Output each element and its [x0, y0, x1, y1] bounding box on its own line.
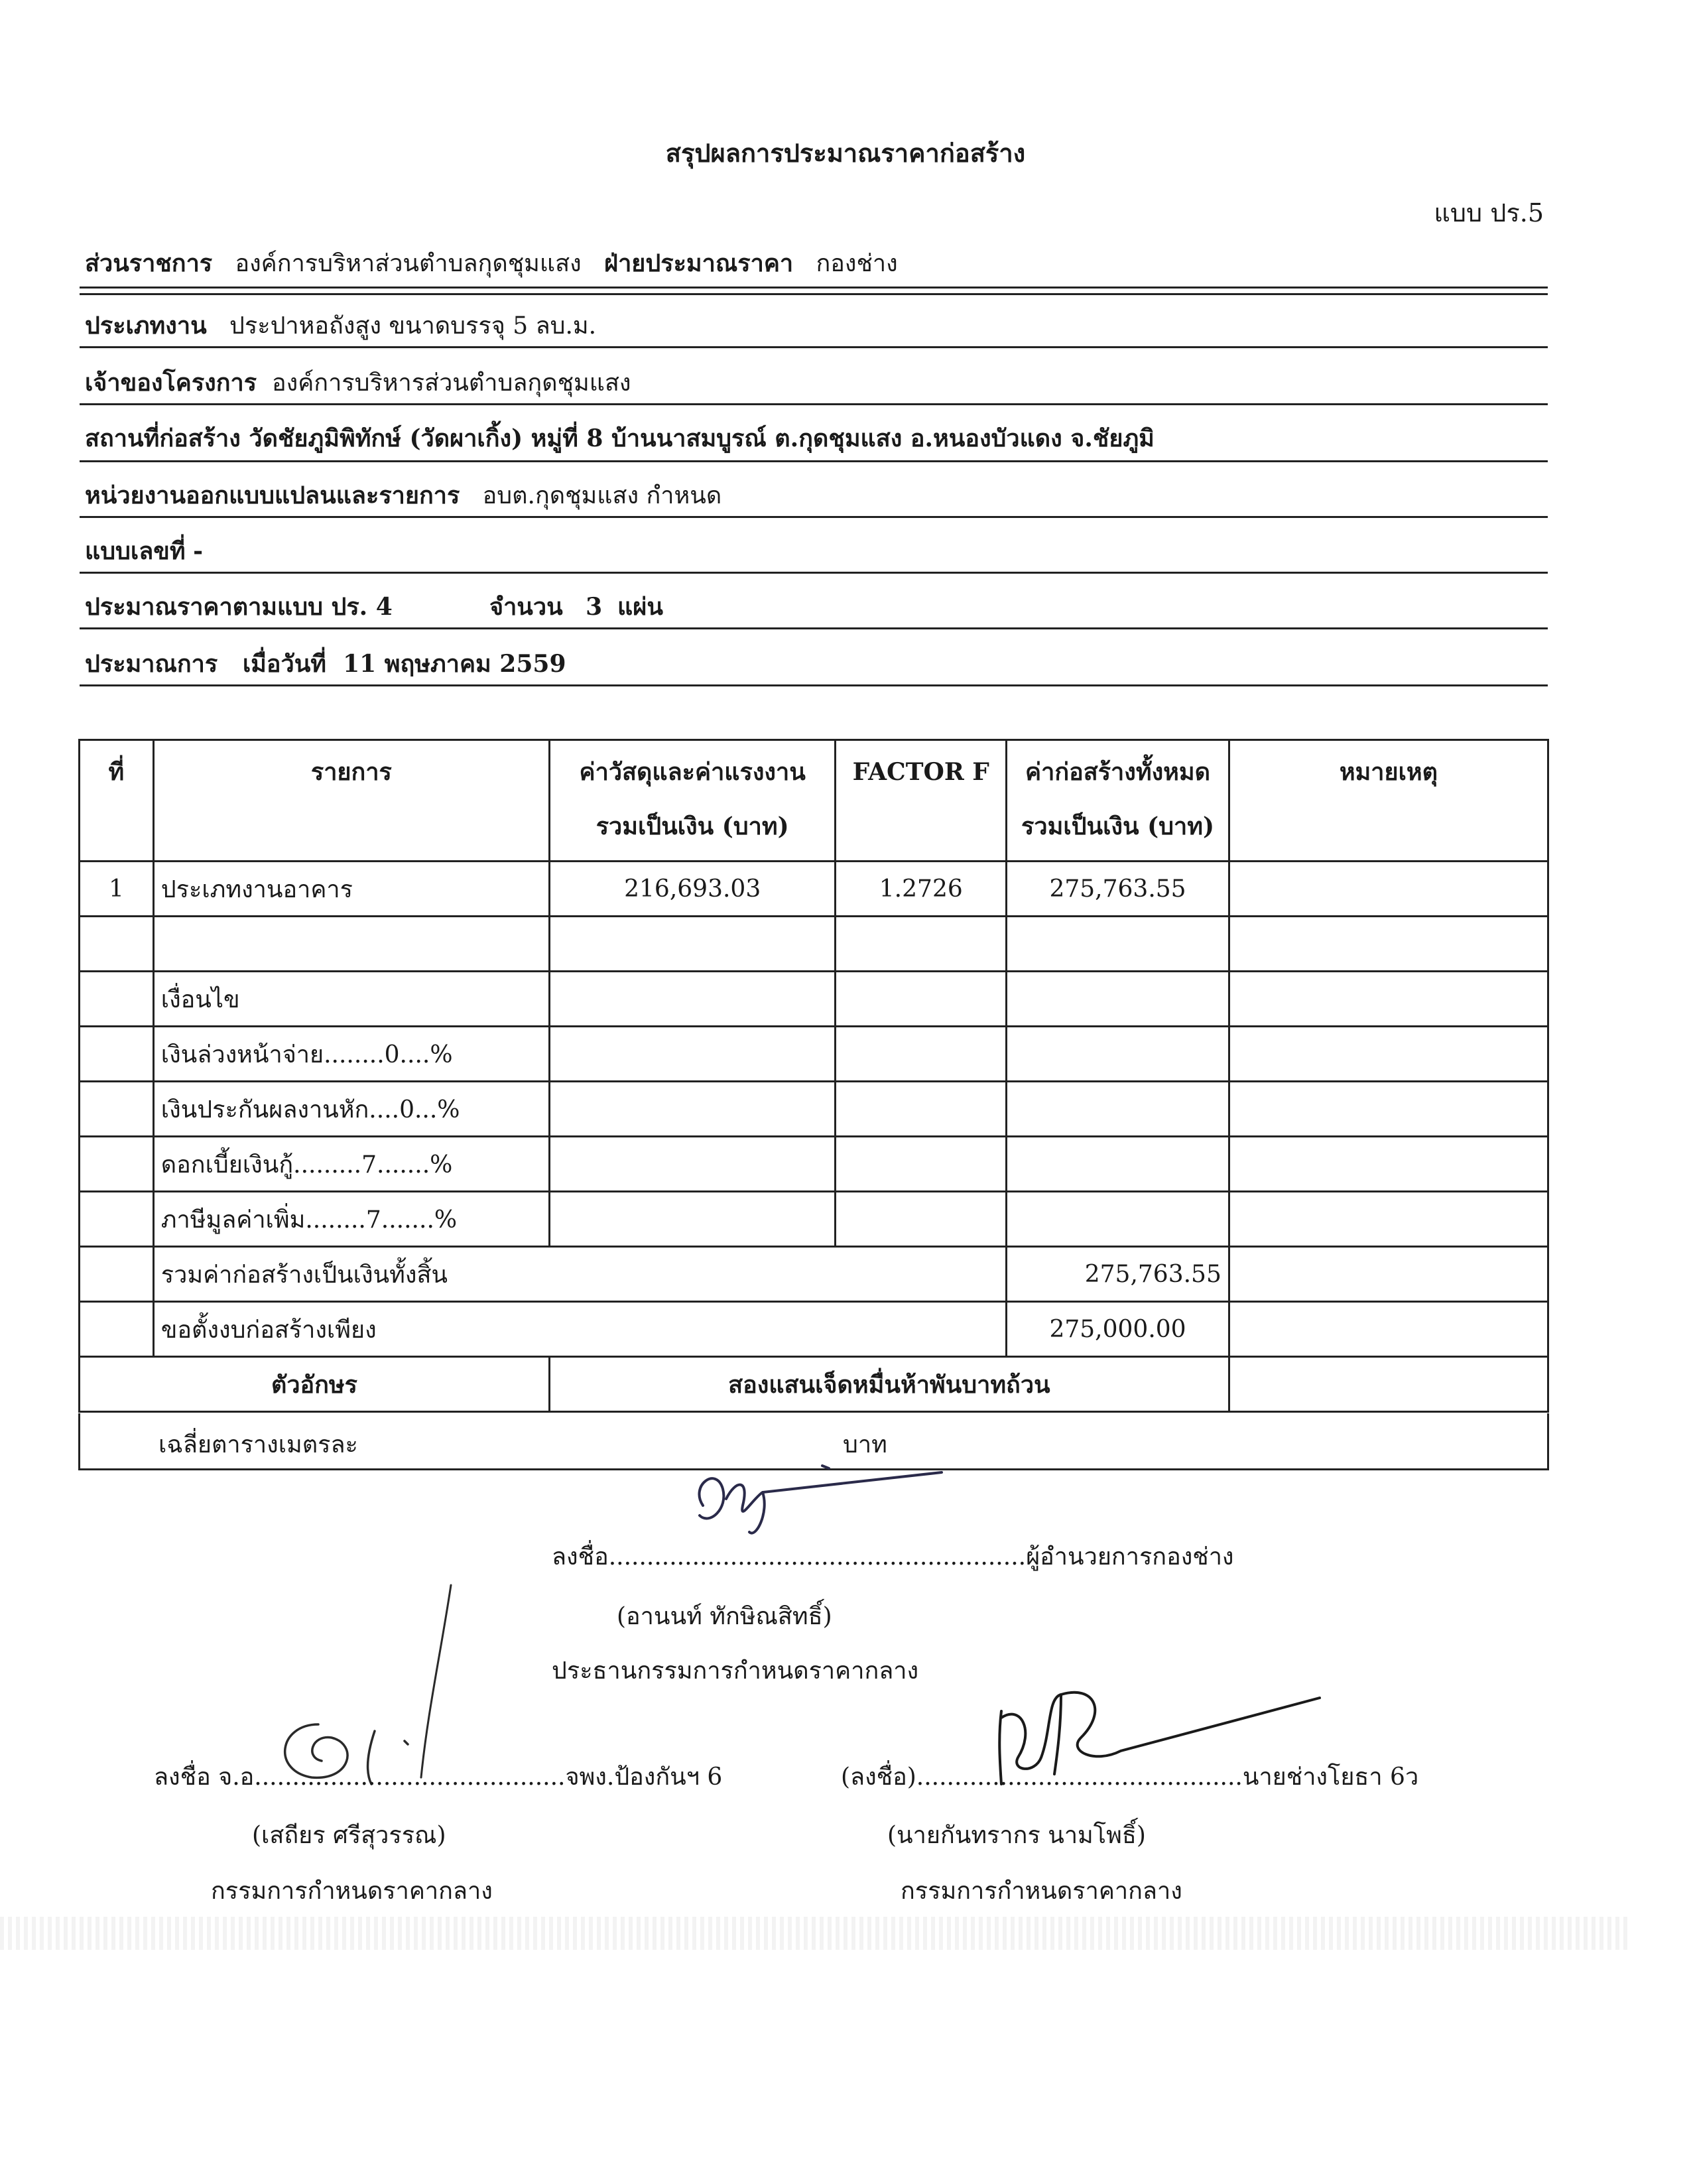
rule — [80, 627, 1548, 629]
condition-interest: ดอกเบี้ยเงินกู้.........7.......% — [153, 1137, 549, 1192]
work-type-row — [85, 306, 596, 344]
col-header-factor: FACTOR F — [836, 740, 1007, 862]
agency-row — [85, 244, 898, 282]
table-row — [80, 1192, 1548, 1247]
row1-remark — [1229, 862, 1548, 917]
agency-value: องค์การบริหาส่วนตำบลกุดชุมแสง — [235, 250, 582, 277]
date-label: ประมาณการ — [85, 650, 218, 678]
table-row — [80, 1137, 1548, 1192]
left-role: กรรมการกำหนดราคากลาง — [211, 1878, 493, 1905]
owner-label: เจ้าของโครงการ — [85, 369, 257, 397]
col-header-remark: หมายเหตุ — [1229, 740, 1548, 862]
col-header-material-labor-l1: ค่าวัสดุและค่าแรงงาน — [579, 758, 806, 786]
director-name: (อานนท์ ทักษิณสิทธิ์) — [617, 1603, 832, 1630]
drawing-no-label: แบบเลขที่ — [85, 537, 186, 565]
form-code: แบบ ปร.5 — [1434, 198, 1544, 227]
rule — [80, 572, 1548, 574]
work-type-value: ประปาหอถังสูง ขนาดบรรจุ 5 ลบ.ม. — [229, 312, 597, 340]
division-value: กองช่าง — [816, 250, 898, 277]
header-double-rule-bottom — [80, 293, 1548, 295]
drawing-no-value: - — [193, 537, 204, 565]
director-sign-line: ลงชื่อ.......................................................ผู้อำนวยการกองช่าง — [552, 1543, 1234, 1571]
col-header-material-labor — [549, 740, 835, 862]
average-label: เฉลี่ยตารางเมตรละ — [158, 1431, 358, 1458]
right-name: (นายกันทรากร นามโพธิ์) — [887, 1822, 1146, 1849]
sheets-label: จำนวน — [489, 593, 563, 621]
budget-value: 275,000.00 — [1007, 1302, 1229, 1357]
sheets-value: 3 — [586, 593, 603, 621]
table-row — [80, 1082, 1548, 1137]
row1-total: 275,763.55 — [1007, 862, 1229, 917]
rule — [80, 516, 1548, 518]
sheets-unit: แผ่น — [617, 593, 663, 621]
estimate-row — [85, 588, 393, 625]
left-name: (เสถียร ศรีสุวรรณ) — [252, 1822, 446, 1849]
designer-value: อบต.กุดชุมแสง กำหนด — [482, 482, 722, 509]
site-value: วัดชัยภูมิพิทักษ์ (วัดผาเกิ้ง) หมู่ที่ 8 บ้านนาสมบูรณ์ ต.กุดชุมแสง อ.หนองบัวแดง จ.ชัยภูมิ — [249, 424, 1155, 452]
document-title: สรุปผลการประมาณราคาก่อสร้าง — [665, 138, 1026, 168]
col-header-total-l2: รวมเป็นเงิน (บาท) — [1021, 812, 1214, 840]
col-header-item: รายการ — [153, 740, 549, 862]
col-header-no: ที่ — [80, 740, 154, 862]
rule — [80, 346, 1548, 348]
condition-retention: เงินประกันผลงานหัก....0...% — [153, 1082, 549, 1137]
condition-vat: ภาษีมูลค่าเพิ่ม........7.......% — [153, 1192, 549, 1247]
col-header-total — [1007, 740, 1229, 862]
in-words-value: สองแสนเจ็ดหมื่นห้าพันบาทถ้วน — [549, 1357, 1229, 1412]
right-sign-line: (ลงชื่อ)...........................................นายช่างโยธา 6ว — [841, 1764, 1419, 1791]
division-label: ฝ่ายประมาณราคา — [604, 249, 794, 277]
in-words-row — [80, 1357, 1548, 1412]
table-row — [80, 972, 1548, 1027]
drawing-no-row — [85, 532, 203, 570]
header-double-rule-top — [80, 287, 1548, 289]
col-header-material-labor-l2: รวมเป็นเงิน (บาท) — [595, 812, 789, 840]
average-unit: บาท — [843, 1431, 887, 1458]
budget-label: ขอตั้งงบก่อสร้างเพียง — [153, 1302, 1006, 1357]
rule — [80, 460, 1548, 462]
site-label: สถานที่ก่อสร้าง — [85, 424, 241, 452]
date-prefix: เมื่อวันที่ — [242, 650, 327, 678]
designer-row — [85, 476, 721, 514]
director-role: ประธานกรรมการกำหนดราคากลาง — [552, 1657, 919, 1685]
designer-label: หน่วยงานออกแบบแปลนและรายการ — [85, 482, 460, 509]
rule — [80, 684, 1548, 686]
condition-advance: เงินล่วงหน้าจ่าย........0....% — [153, 1027, 549, 1082]
work-type-label: ประเภทงาน — [85, 312, 207, 340]
row1-no: 1 — [80, 862, 154, 917]
in-words-label: ตัวอักษร — [80, 1357, 550, 1412]
col-header-total-l1: ค่าก่อสร้างทั้งหมด — [1025, 758, 1210, 786]
owner-row — [85, 363, 631, 401]
rule — [80, 403, 1548, 405]
agency-label: ส่วนราชการ — [85, 249, 213, 277]
date-row — [85, 645, 566, 682]
owner-value: องค์การบริหารส่วนตำบลกุดชุมแสง — [272, 369, 631, 397]
row1-factor: 1.2726 — [836, 862, 1007, 917]
scan-noise-band — [0, 1917, 1631, 1950]
left-sign-line: ลงชื่อ จ.อ.........................................จพง.ป้องกันฯ 6 — [154, 1764, 723, 1791]
estimate-label: ประมาณราคาตามแบบ ปร. 4 — [85, 593, 393, 621]
budget-row — [80, 1302, 1548, 1357]
sheets-group — [489, 588, 663, 625]
row1-item: ประเภทงานอาคาร — [153, 862, 549, 917]
estimate-table — [78, 739, 1549, 1413]
table-header-row — [80, 740, 1548, 862]
date-value: 11 พฤษภาคม 2559 — [343, 650, 566, 678]
row1-material-labor: 216,693.03 — [549, 862, 835, 917]
table-row — [80, 1027, 1548, 1082]
table-row — [80, 862, 1548, 917]
conditions-label: เงื่อนไข — [153, 972, 549, 1027]
right-role: กรรมการกำหนดราคากลาง — [901, 1878, 1182, 1905]
grand-total-row — [80, 1247, 1548, 1302]
grand-total-value: 275,763.55 — [1007, 1247, 1229, 1302]
site-row — [85, 419, 1155, 457]
table-row-empty — [80, 917, 1548, 972]
grand-total-label: รวมค่าก่อสร้างเป็นเงินทั้งสิ้น — [153, 1247, 1006, 1302]
